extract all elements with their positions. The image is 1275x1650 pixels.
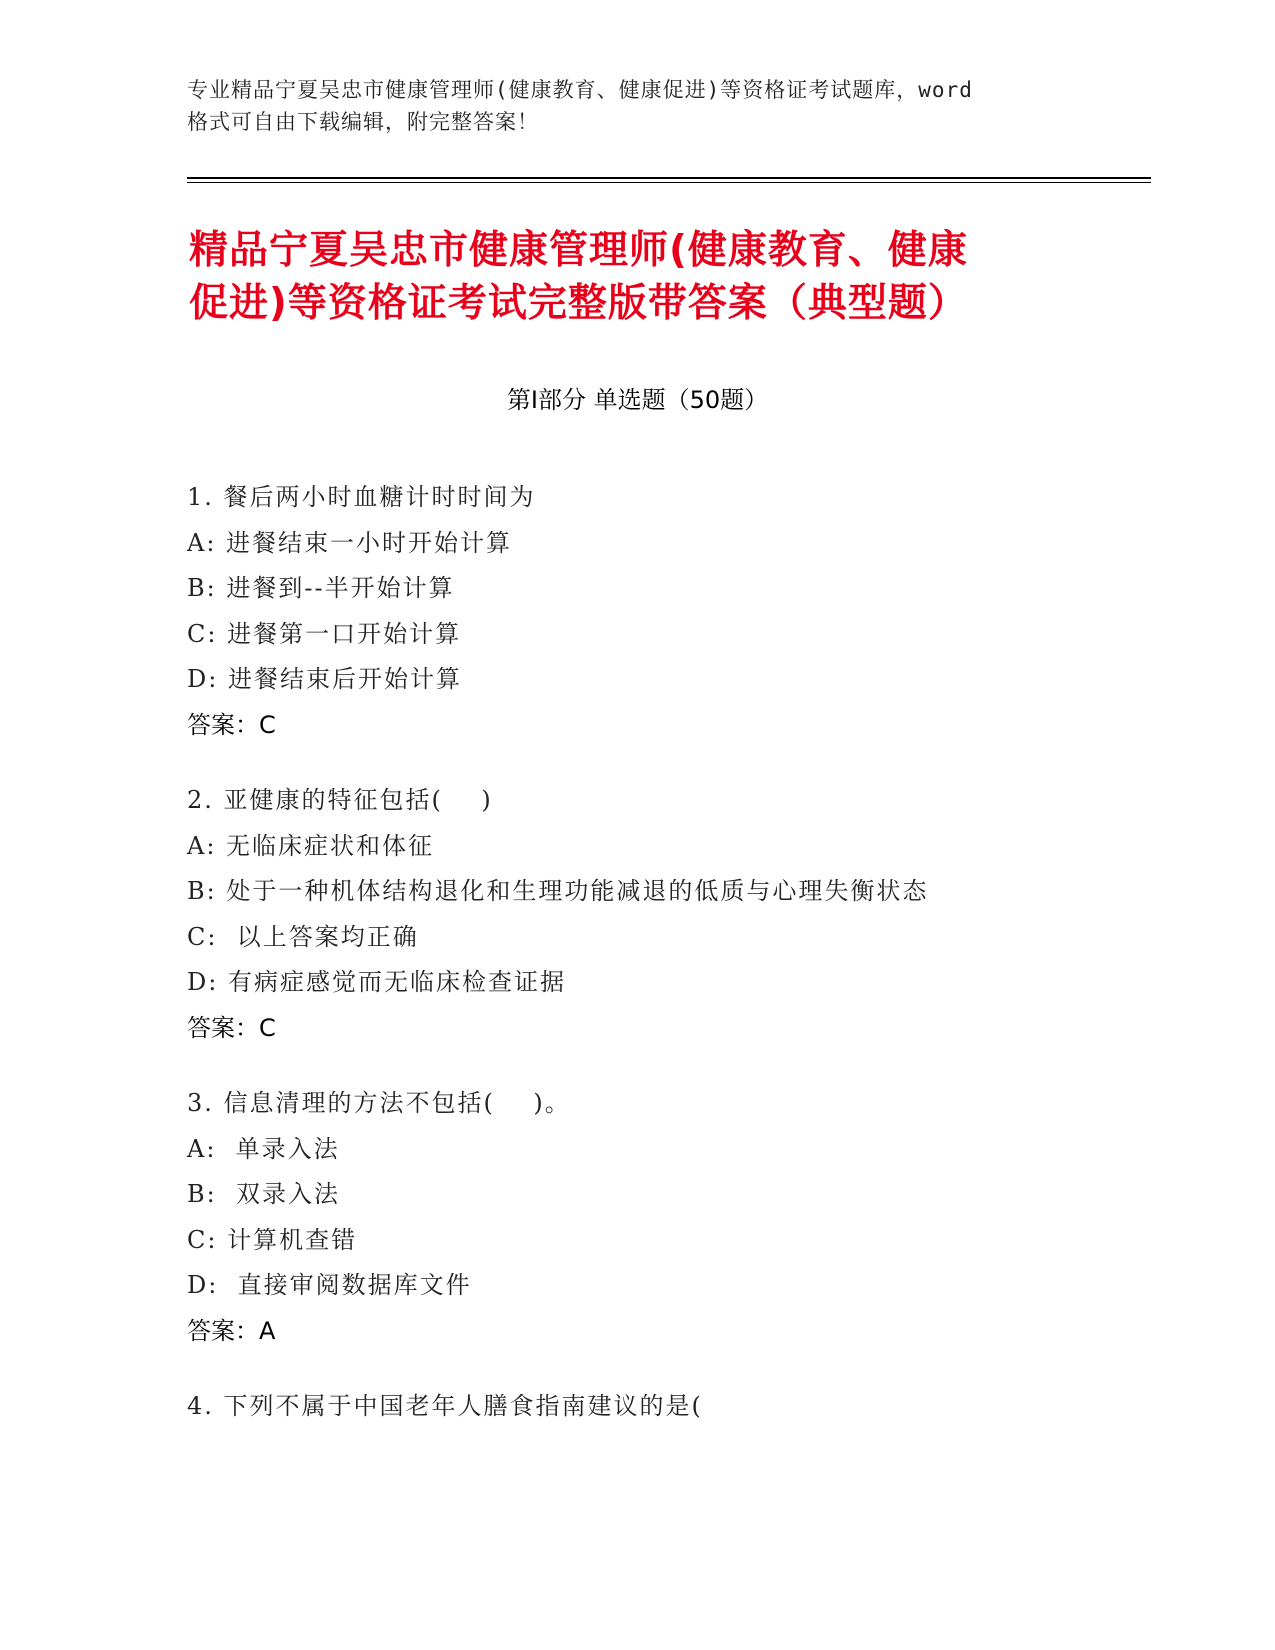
option-c: C: 计算机查错: [187, 1225, 358, 1254]
question-1: [187, 475, 1147, 748]
question-stem: 3. 信息清理的方法不包括( )。: [187, 1089, 571, 1117]
option-a: A: 单录入法: [187, 1134, 340, 1163]
header-divider-thick: [187, 177, 1151, 179]
question-4: [187, 1384, 1147, 1430]
header-divider-thin: [187, 182, 1151, 183]
header-line-2: 格式可自由下载编辑，附完整答案！: [187, 110, 539, 134]
option-c: C: 进餐第一口开始计算: [187, 619, 462, 648]
answer: 答案：A: [187, 1316, 276, 1345]
document-header: [187, 74, 1067, 138]
option-d: D: 直接审阅数据库文件: [187, 1271, 472, 1299]
question-stem: 2. 亚健康的特征包括( ): [187, 786, 493, 814]
option-d: D: 进餐结束后开始计算: [187, 665, 462, 693]
option-c: C: 以上答案均正确: [187, 922, 419, 951]
question-2: [187, 778, 1147, 1051]
option-b: B: 进餐到--半开始计算: [187, 574, 455, 602]
option-a: A: 无临床症状和体征: [187, 831, 435, 860]
question-3: [187, 1081, 1147, 1354]
option-a: A: 进餐结束一小时开始计算: [187, 528, 513, 557]
answer: 答案：C: [187, 710, 276, 739]
option-d: D: 有病症感觉而无临床检查证据: [187, 968, 566, 996]
header-line-1: 专业精品宁夏吴忠市健康管理师(健康教育、健康促进)等资格证考试题库，word: [187, 78, 973, 102]
question-stem: 1. 餐后两小时血糖计时时间为: [187, 483, 536, 511]
answer: 答案：C: [187, 1013, 276, 1042]
title-line-1: 精品宁夏吴忠市健康管理师(健康教育、健康: [189, 228, 968, 273]
section-heading: 第Ⅰ部分 单选题（50题）: [506, 386, 769, 414]
option-b: B: 双录入法: [187, 1180, 340, 1208]
question-stem: 4. 下列不属于中国老年人膳食指南建议的是(: [187, 1392, 703, 1420]
title-line-2: 促进)等资格证考试完整版带答案（典型题）: [189, 281, 968, 326]
option-b: B: 处于一种机体结构退化和生理功能减退的低质与心理失衡状态: [187, 877, 929, 905]
document-title: [189, 224, 1149, 330]
question-list: [187, 475, 1147, 1460]
